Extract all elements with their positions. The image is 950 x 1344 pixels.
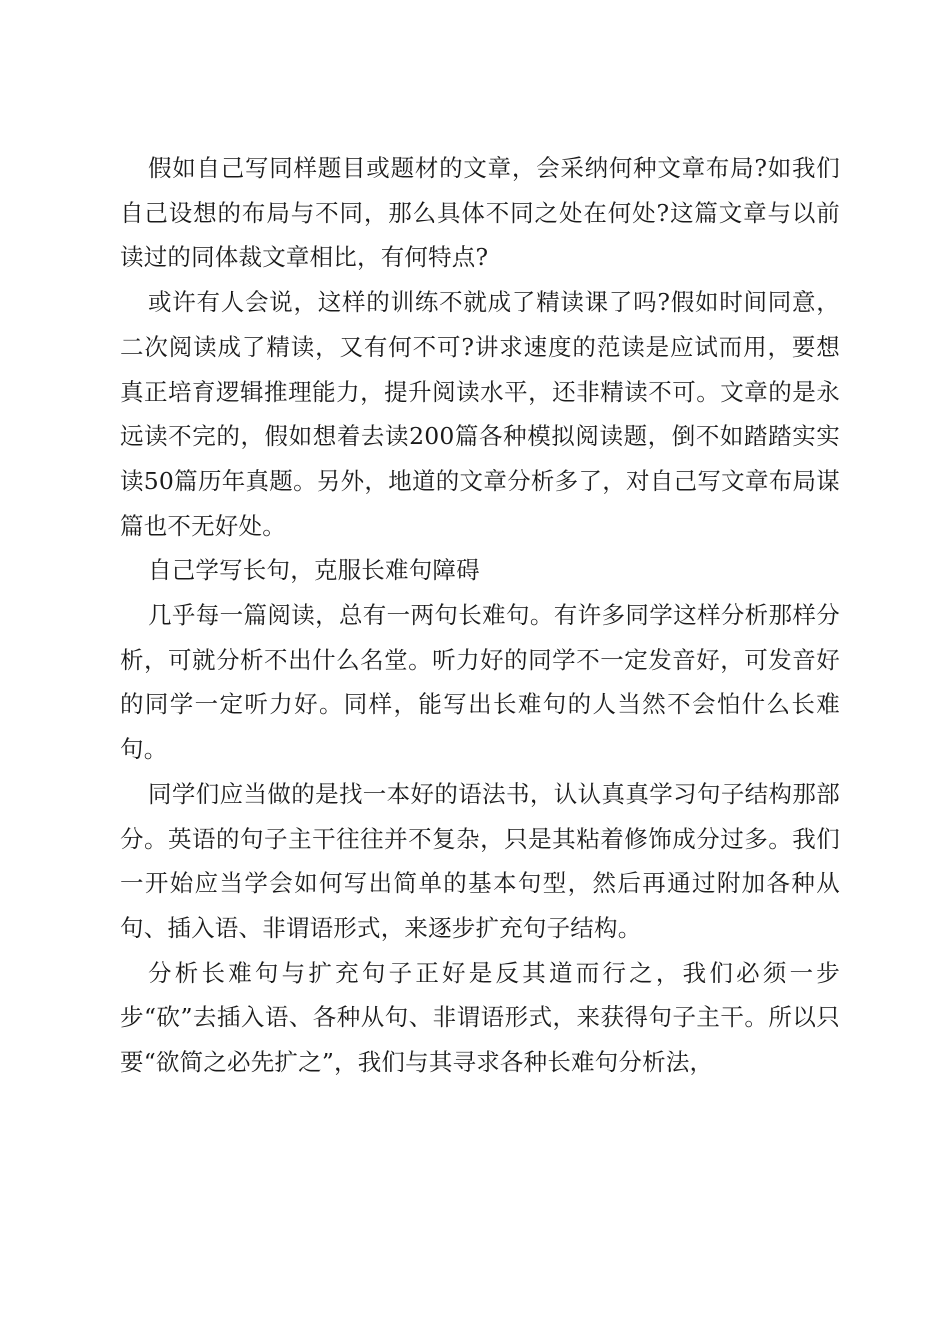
paragraph-intensive-reading: 或许有人会说，这样的训练不就成了精读课了吗?假如时间同意，二次阅读成了精读，又有何不可?讲求速度的范读是应试而用，要想真正培育逻辑推理能力，提升阅读水平，还非精读不可。文章的是永远读不完的，假如想着去读200篇各种模拟阅读题，倒不如踏踏实实读50篇历年真题。另外，地道的文章分析多了，对自己写文章布局谋篇也不无好处。 — [120, 288, 840, 540]
paragraph-grammar-book: 同学们应当做的是找一本好的语法书，认认真真学习句子结构那部分。英语的句子主干往往并不复杂，只是其粘着修饰成分过多。我们一开始应当学会如何写出简单的基本句型，然后再通过附加各种从句、插入语、非谓语形式，来逐步扩充句子结构。 — [120, 779, 840, 942]
paragraph-layout-comparison: 假如自己写同样题目或题材的文章，会采纳何种文章布局?如我们自己设想的布局与不同，那么具体不同之处在何处?这篇文章与以前读过的同体裁文章相比，有何特点? — [120, 154, 840, 272]
document-body — [120, 146, 840, 1085]
paragraph-sentence-analysis: 分析长难句与扩充句子正好是反其道而行之，我们必须一步步“砍”去插入语、各种从句、非谓语形式，来获得句子主干。所以只要“欲简之必先扩之”，我们与其寻求各种长难句分析法， — [120, 958, 840, 1077]
paragraph-long-sentence-difficulty: 几乎每一篇阅读，总有一两句长难句。有许多同学这样分析那样分析，可就分析不出什么名堂。听力好的同学不一定发音好，可发音好的同学一定听力好。同样，能写出长难句的人当然不会怕什么长难句。 — [120, 601, 840, 764]
section-heading-long-sentences: 自己学写长句，克服长难句障碍 — [148, 556, 480, 585]
